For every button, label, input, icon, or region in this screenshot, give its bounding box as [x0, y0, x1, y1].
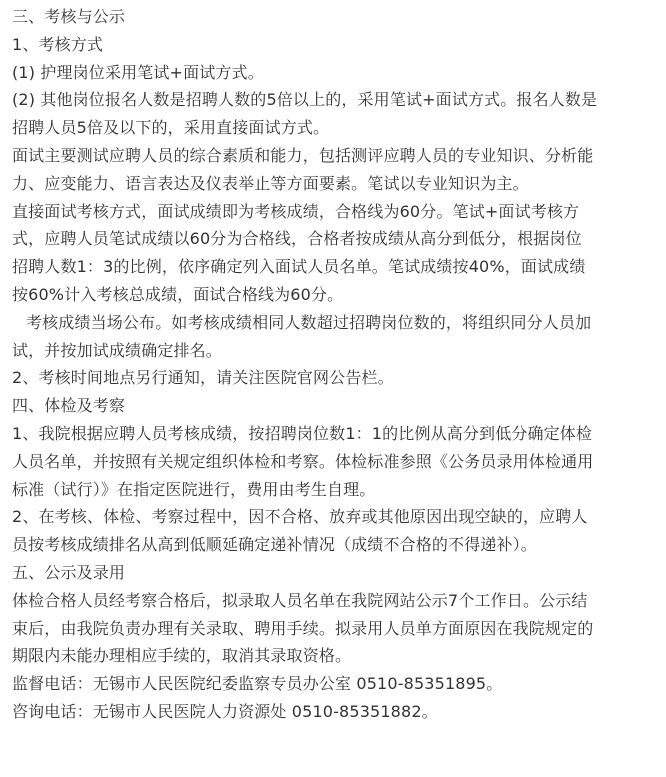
paragraph-line: 直接面试考核方式，面试成绩即为考核成绩，合格线为60分。笔试+面试考核方	[12, 201, 580, 221]
supervision-phone-line: 监督电话：无锡市人民医院纪委监察专员办公室 0510-85351895。	[12, 674, 503, 694]
paragraph-line: 人员名单，并按照有关规定组织体检和考察。体检标准参照《公务员录用体检通用	[12, 451, 594, 471]
paragraph-line: 力、应变能力、语言表达及仪表举止等方面要素。笔试以专业知识为主。	[12, 173, 529, 193]
paragraph-line: 考核成绩当场公布。如考核成绩相同人数超过招聘岗位数的，将组织同分人员加	[26, 312, 592, 332]
paragraph-line: 试，并按加试成绩确定排名。	[12, 340, 222, 360]
paragraph-line: 招聘人数1：3的比例，依序确定列入面试人员名单。笔试成绩按40%，面试成绩	[12, 257, 586, 277]
paragraph-line: (2) 其他岗位报名人数是招聘人数的5倍以上的，采用笔试+面试方式。报名人数是	[12, 90, 598, 110]
paragraph-line: 面试主要测试应聘人员的综合素质和能力，包括测评应聘人员的专业知识、分析能	[12, 145, 594, 165]
paragraph-line: 标准（试行）》在指定医院进行，费用由考生自理。	[12, 479, 376, 499]
paragraph-line: 2、考核时间地点另行通知，请关注医院官网公告栏。	[12, 368, 394, 388]
section-heading-assessment: 三、考核与公示	[12, 7, 126, 26]
section-heading-physical-exam: 四、体检及考察	[12, 396, 126, 416]
paragraph-line: 1、我院根据应聘人员考核成绩，按招聘岗位数1：1的比例从高分到低分确定体检	[12, 423, 593, 443]
paragraph-line: 体检合格人员经考察合格后，拟录取人员名单在我院网站公示7个工作日。公示结	[12, 590, 588, 610]
paragraph-line: 期限内未能办理相应手续的，取消其录取资格。	[12, 646, 352, 666]
consultation-phone-line: 咨询电话：无锡市人民医院人力资源处 0510-85351882。	[12, 701, 438, 721]
document-body	[12, 3, 664, 726]
paragraph-line: 按60%计入考核总成绩，面试合格线为60分。	[12, 284, 344, 304]
paragraph-line: 员按考核成绩排名从高到低顺延确定递补情况（成绩不合格的不得递补）。	[12, 535, 537, 555]
paragraph-line: 束后，由我院负责办理有关录取、聘用手续。拟录用人员单方面原因在我院规定的	[12, 618, 594, 638]
paragraph-line: (1) 护理岗位采用笔试+面试方式。	[12, 62, 264, 82]
subheading-assessment-method: 1、考核方式	[12, 34, 104, 54]
paragraph-line: 招聘人员5倍及以下的，采用直接面试方式。	[12, 118, 330, 138]
paragraph-line: 2、在考核、体检、考察过程中，因不合格、放弃或其他原因出现空缺的，应聘人	[12, 507, 588, 527]
section-heading-publicity: 五、公示及录用	[12, 562, 126, 582]
paragraph-line: 式，应聘人员笔试成绩以60分为合格线，合格者按成绩从高分到低分，根据岗位	[12, 229, 582, 249]
